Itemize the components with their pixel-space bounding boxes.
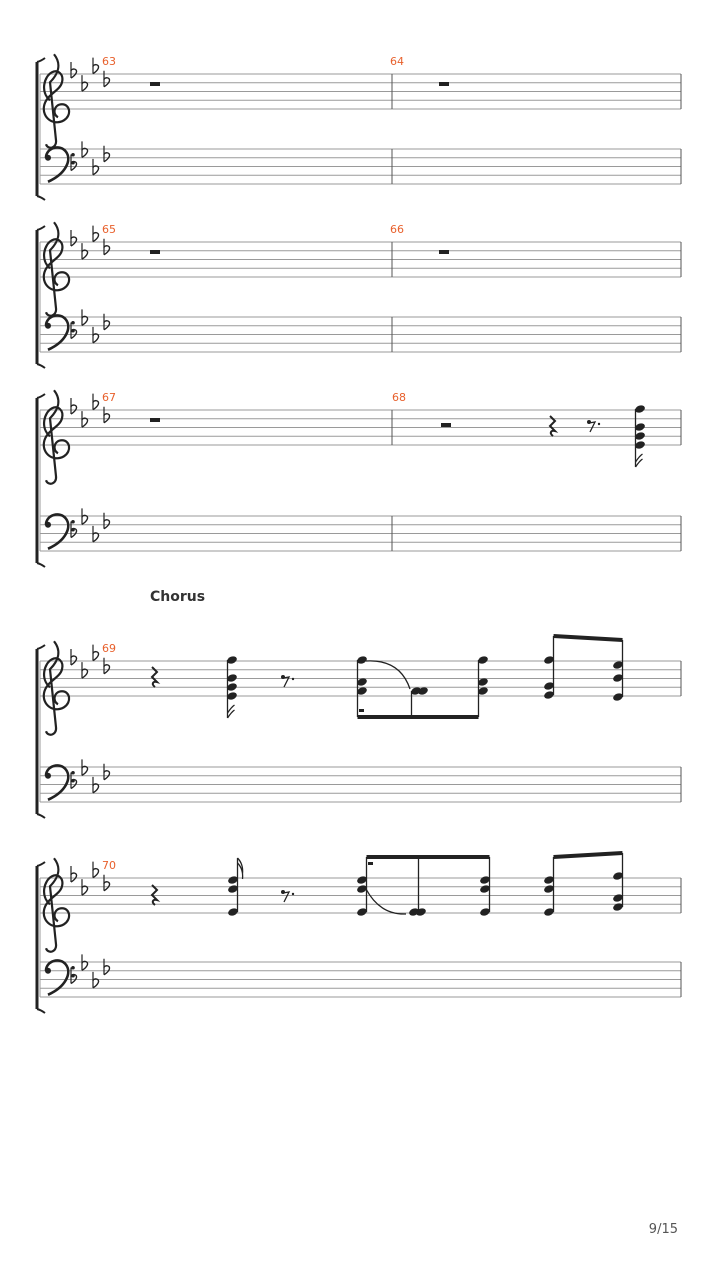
flat-icon xyxy=(93,862,99,878)
notehead xyxy=(415,907,427,917)
measure-number: 64 xyxy=(390,55,404,68)
flat-icon xyxy=(104,513,110,529)
measure-number: 65 xyxy=(102,223,116,236)
flat-icon xyxy=(71,398,77,414)
beam xyxy=(554,636,623,640)
bass-staff xyxy=(40,309,681,352)
measure-number: 68 xyxy=(392,391,406,404)
bass-clef-icon xyxy=(45,514,75,548)
bracket-top xyxy=(37,645,45,649)
chord xyxy=(356,655,368,717)
system-3 xyxy=(37,390,681,567)
bracket-top xyxy=(37,862,45,866)
tie xyxy=(366,889,406,914)
page-number: 9/15 xyxy=(648,1222,678,1237)
treble-staff xyxy=(40,54,681,147)
treble-staff xyxy=(40,858,681,951)
bass-clef-icon xyxy=(45,765,75,799)
flat-icon xyxy=(104,658,110,674)
flat-icon xyxy=(104,875,110,891)
treble-staff xyxy=(40,222,681,315)
chord xyxy=(612,640,624,702)
note-flag xyxy=(228,705,235,718)
chord xyxy=(612,853,624,912)
flat-icon xyxy=(104,959,110,975)
measure-number: 67 xyxy=(102,391,116,404)
flat-icon xyxy=(104,71,110,87)
bass-staff xyxy=(40,759,681,802)
dot-mark xyxy=(359,709,364,712)
half-rest-icon xyxy=(439,82,449,86)
note-flag xyxy=(636,454,643,467)
system-2 xyxy=(37,222,681,368)
treble-staff xyxy=(40,390,681,483)
flat-icon xyxy=(104,314,110,330)
chord xyxy=(477,655,489,717)
eighth-rest-icon xyxy=(587,420,600,432)
flat-icon xyxy=(71,649,77,665)
measure-number: 70 xyxy=(102,859,116,872)
measure-number: 66 xyxy=(390,223,404,236)
tie xyxy=(366,661,410,689)
bracket-top xyxy=(37,226,45,230)
dot-mark xyxy=(368,862,373,865)
half-rest-icon xyxy=(150,250,160,254)
bracket-top xyxy=(37,58,45,62)
bass-clef-icon xyxy=(45,315,75,349)
flat-icon xyxy=(93,226,99,242)
bracket-bottom xyxy=(37,196,45,200)
bracket-bottom xyxy=(37,563,45,567)
flat-icon xyxy=(71,62,77,78)
flat-icon xyxy=(71,230,77,246)
bracket-bottom xyxy=(37,364,45,368)
note-flag xyxy=(238,858,243,879)
bass-clef-icon xyxy=(45,147,75,181)
chord xyxy=(226,655,238,718)
flat-icon xyxy=(93,645,99,661)
treble-clef-icon xyxy=(44,858,69,951)
bass-staff xyxy=(40,508,681,551)
bass-staff xyxy=(40,954,681,997)
chord xyxy=(543,636,555,700)
chord xyxy=(227,858,239,917)
flat-icon xyxy=(93,394,99,410)
flat-icon xyxy=(104,239,110,255)
chord xyxy=(634,404,646,467)
bracket-bottom xyxy=(37,814,45,818)
bass-clef-icon xyxy=(45,960,75,994)
treble-clef-icon xyxy=(44,390,69,483)
treble-clef-icon xyxy=(44,641,69,734)
system-4 xyxy=(37,641,681,818)
bracket-bottom xyxy=(37,1009,45,1013)
flat-icon xyxy=(104,764,110,780)
bass-staff xyxy=(40,141,681,184)
half-rest-icon xyxy=(150,418,160,422)
half-rest-icon xyxy=(439,250,449,254)
flat-icon xyxy=(104,407,110,423)
bracket-top xyxy=(37,394,45,398)
flat-icon xyxy=(71,866,77,882)
measure-number: 69 xyxy=(102,642,116,655)
system-1 xyxy=(37,54,681,200)
half-rest-icon xyxy=(150,82,160,86)
beam xyxy=(554,853,623,857)
half-rest-icon xyxy=(441,423,451,427)
treble-clef-icon xyxy=(44,222,69,315)
flat-icon xyxy=(104,146,110,162)
treble-clef-icon xyxy=(44,54,69,147)
flat-icon xyxy=(93,58,99,74)
section-label-chorus: Chorus xyxy=(150,589,206,605)
eighth-rest-icon xyxy=(281,675,294,687)
measure-number: 63 xyxy=(102,55,116,68)
